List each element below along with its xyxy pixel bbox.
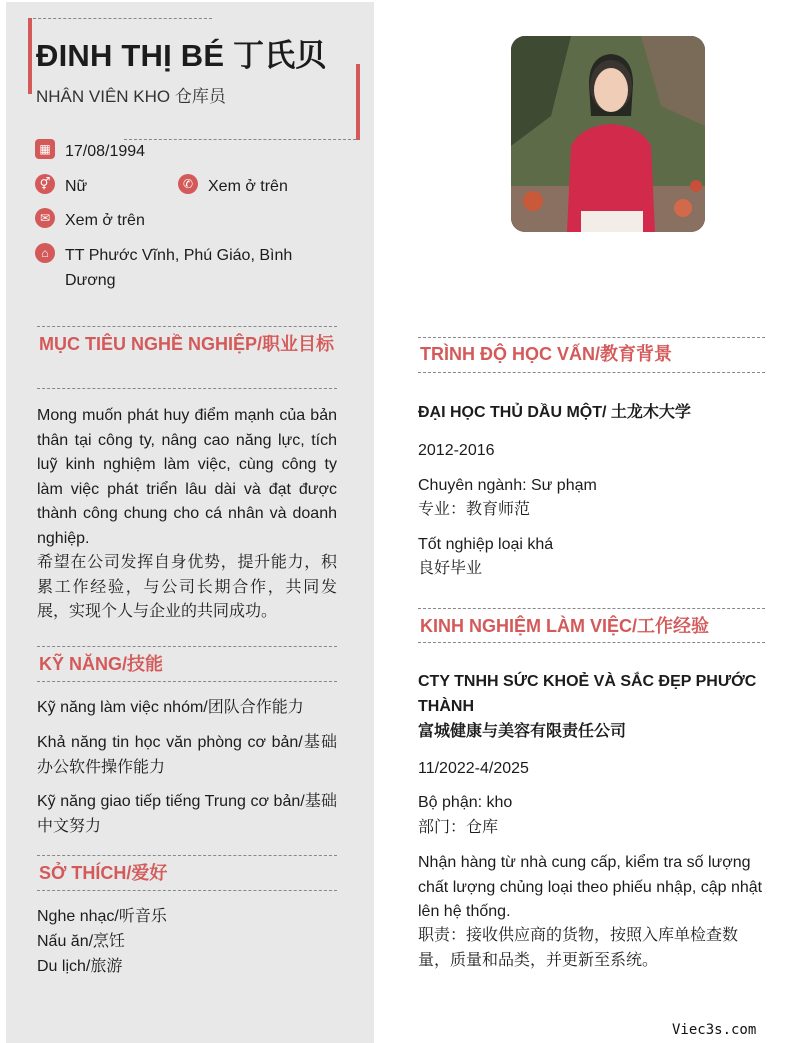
home-icon: ⌂	[35, 243, 55, 263]
birthdate: 17/08/1994	[65, 143, 146, 160]
divider	[37, 326, 337, 327]
skill-item: Khả năng tin học văn phòng cơ bản/基础办公软件操作能力	[37, 734, 337, 776]
hobby-item: Du lịch/旅游	[37, 958, 123, 975]
candidate-name: ĐINH THỊ BÉ 丁氏贝	[36, 38, 327, 73]
accent-bar	[356, 64, 360, 140]
phone-icon: ✆	[178, 174, 198, 194]
skill-item: Kỹ năng giao tiếp tiếng Trung cơ bản/基础中文努力	[37, 793, 337, 835]
education-title: TRÌNH ĐỘ HỌC VẤN/教育背景	[420, 344, 672, 364]
divider	[418, 372, 765, 373]
divider	[124, 139, 356, 140]
divider	[418, 337, 765, 338]
divider	[28, 18, 212, 19]
hobby-item: Nghe nhạc/听音乐	[37, 908, 167, 925]
hobbies-title: SỞ THÍCH/爱好	[39, 863, 168, 883]
job-title: NHÂN VIÊN KHO 仓库员	[36, 87, 226, 106]
major-zh: 专业：教育师范	[418, 501, 531, 518]
objective-text-zh: 希望在公司发挥自身优势，提升能力，积累工作经验，与公司长期合作，共同发展，实现个人与企业的共同成功。	[37, 554, 337, 620]
phone: Xem ở trên	[208, 178, 288, 195]
divider	[37, 890, 337, 891]
duty-zh: 职责：接收供应商的货物，按照入库单检查数量，质量和品类，并更新至系统。	[418, 927, 739, 969]
address: TT Phước Vĩnh, Phú Giáo, Bình Dương	[65, 247, 293, 289]
grade-vi: Tốt nghiệp loại khá	[418, 536, 554, 553]
company-name-zh: 富城健康与美容有限责任公司	[418, 723, 627, 740]
gender-icon: ⚥	[35, 174, 55, 194]
email-icon: ✉	[35, 208, 55, 228]
company-name-vi: CTY TNHH SỨC KHOẺ VÀ SẮC ĐẸP PHƯỚC THÀNH	[418, 673, 757, 715]
gender: Nữ	[65, 178, 88, 195]
accent-bar	[28, 18, 32, 94]
profile-photo	[511, 36, 705, 232]
divider	[37, 646, 337, 647]
email: Xem ở trên	[65, 212, 145, 229]
major-vi: Chuyên ngành: Sư phạm	[418, 477, 597, 494]
skill-item: Kỹ năng làm việc nhóm/团队合作能力	[37, 699, 304, 716]
divider	[37, 681, 337, 682]
duty-vi: Nhận hàng từ nhà cung cấp, kiểm tra số lượng chất lượng chủng loại theo phiếu nhập, cập nhật lên hệ thống.	[418, 854, 763, 920]
portrait-image	[511, 36, 705, 232]
experience-period: 11/2022-4/2025	[418, 760, 529, 777]
divider	[418, 642, 765, 643]
divider	[37, 855, 337, 856]
objective-title: MỤC TIÊU NGHỀ NGHIỆP/职业目标	[39, 334, 335, 354]
experience-title: KINH NGHIỆM LÀM VIỆC/工作经验	[420, 616, 710, 636]
department-zh: 部门：仓库	[418, 819, 499, 836]
divider	[418, 608, 765, 609]
objective-text-vi: Mong muốn phát huy điểm mạnh của bản thân tại công ty, nâng cao năng lực, tích luỹ kinh nghiệm làm việc, cùng công ty làm việc phát triển lâu dài và đạt được thành công chung cho cá nhân và doanh nghiệp.	[37, 407, 337, 547]
education-period: 2012-2016	[418, 442, 495, 459]
department-vi: Bộ phận: kho	[418, 794, 513, 811]
calendar-icon: ▦	[35, 139, 55, 159]
skills-title: KỸ NĂNG/技能	[39, 654, 164, 674]
divider	[37, 388, 337, 389]
grade-zh: 良好毕业	[418, 560, 483, 577]
school-name: ĐẠI HỌC THỦ DẦU MỘT/ 土龙木大学	[418, 404, 691, 421]
header	[28, 18, 360, 140]
footer-brand: Viec3s.com	[672, 1022, 757, 1038]
hobby-item: Nấu ăn/烹饪	[37, 933, 126, 950]
